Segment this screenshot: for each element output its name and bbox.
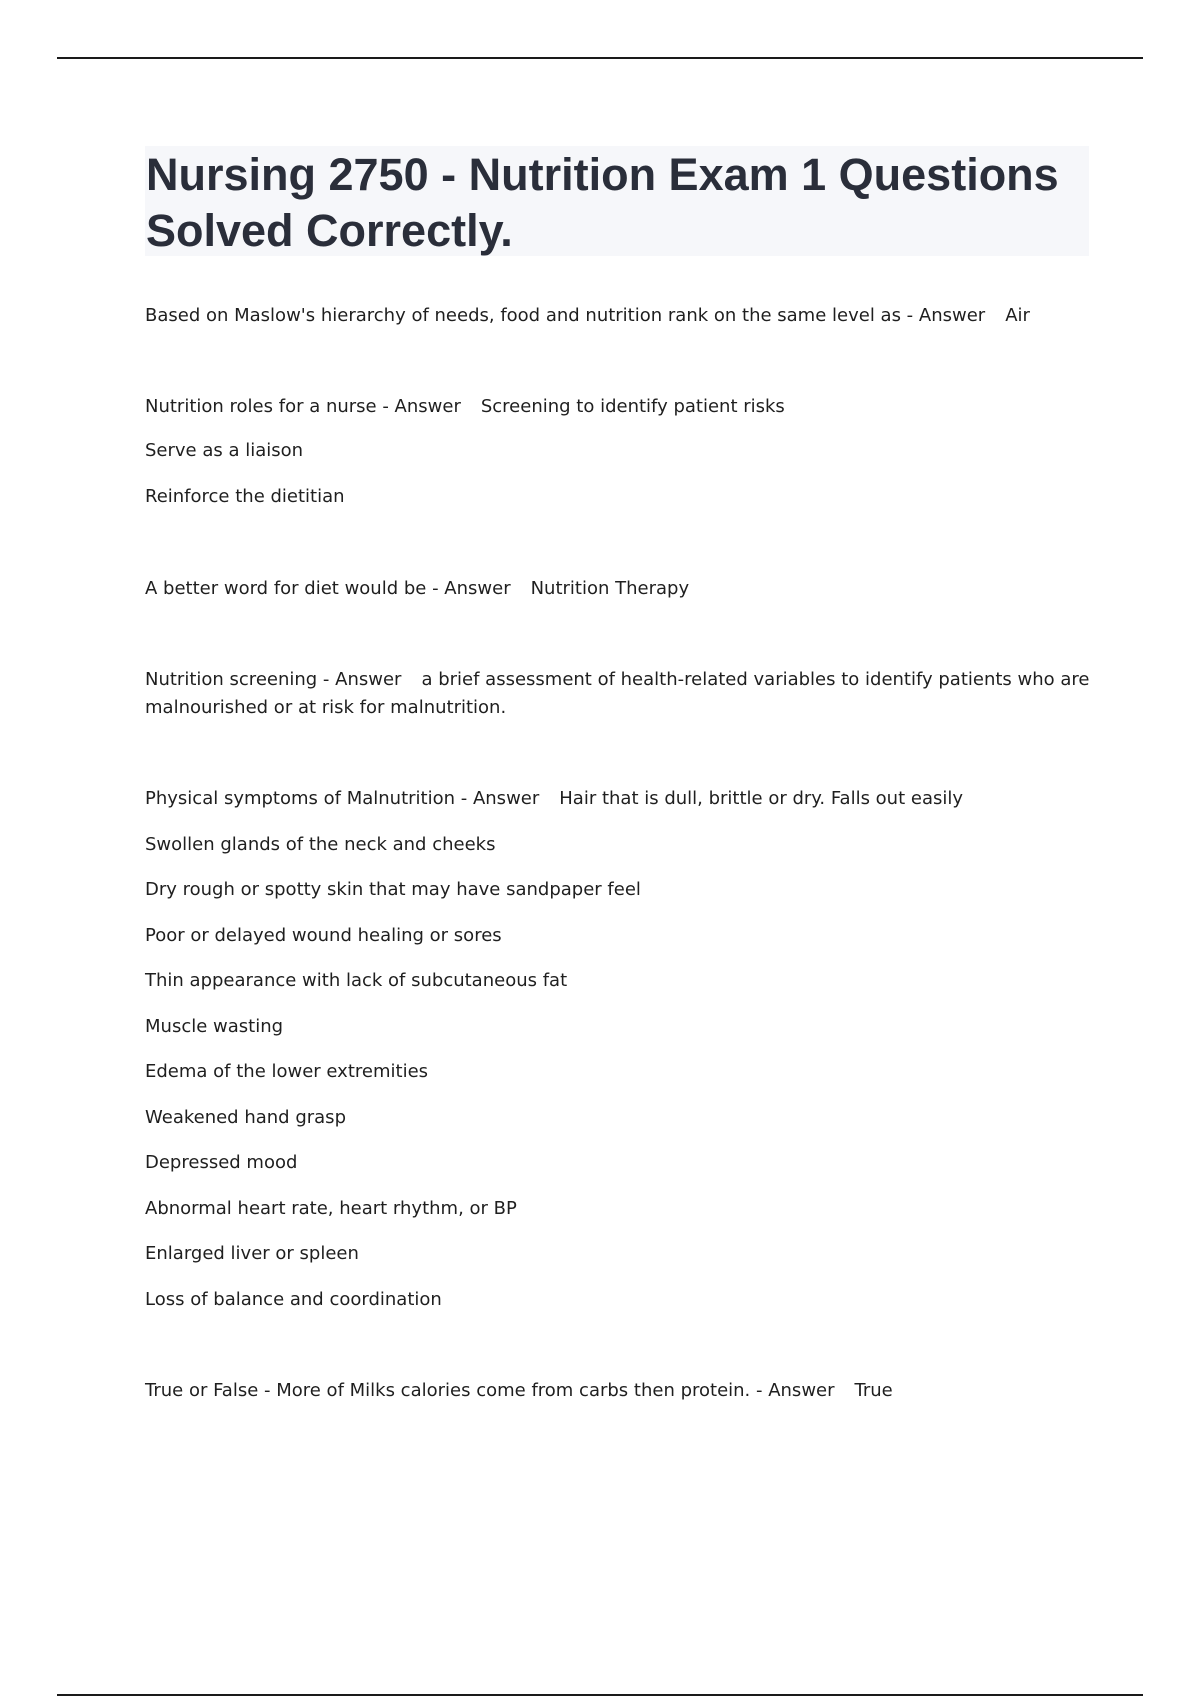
answer-continuation: Edema of the lower extremities (145, 1061, 429, 1082)
answer-text: Air (1005, 305, 1030, 326)
question-text: Physical symptoms of Malnutrition - Answer (145, 788, 540, 809)
answer-continuation: Weakened hand grasp (145, 1107, 346, 1128)
answer-text: Hair that is dull, brittle or dry. Falls out easily (559, 788, 964, 809)
question-text: Nutrition screening - Answer (145, 669, 402, 690)
answer-text: Screening to identify patient risks (480, 396, 785, 417)
qa-item-1 (145, 302, 1095, 330)
question-text: A better word for diet would be - Answer (145, 578, 511, 599)
answer-text: True (854, 1380, 893, 1401)
bottom-rule (57, 1694, 1143, 1696)
question-text: Based on Maslow's hierarchy of needs, food and nutrition rank on the same level as - Answer (145, 305, 986, 326)
answer-continuation: Dry rough or spotty skin that may have sandpaper feel (145, 879, 641, 900)
answer-continuation: Loss of balance and coordination (145, 1289, 442, 1310)
answer-text: a brief assessment of health-related variables to identify patients who are (421, 669, 1090, 690)
question-text: True or False - More of Milks calories come from carbs then protein. - Answer (145, 1380, 835, 1401)
answer-line-2: malnourished or at risk for malnutrition. (145, 697, 507, 718)
document-title: Nursing 2750 - Nutrition Exam 1 Questions Solved Correctly. (146, 149, 1059, 256)
answer-continuation: Reinforce the dietitian (145, 486, 345, 507)
qa-item-3 (145, 575, 1095, 603)
answer-continuation: Poor or delayed wound healing or sores (145, 925, 502, 946)
qa-item-5 (145, 785, 1095, 813)
top-rule (57, 57, 1143, 59)
answer-continuation: Thin appearance with lack of subcutaneous fat (145, 970, 568, 991)
answer-continuation: Enlarged liver or spleen (145, 1243, 359, 1264)
qa-item-4 (145, 666, 1095, 694)
qa-item-6 (145, 1377, 1095, 1405)
answer-continuation: Depressed mood (145, 1152, 298, 1173)
answer-continuation: Swollen glands of the neck and cheeks (145, 834, 496, 855)
question-text: Nutrition roles for a nurse - Answer (145, 396, 461, 417)
answer-continuation: Muscle wasting (145, 1016, 284, 1037)
qa-item-2 (145, 393, 1095, 421)
answer-text: Nutrition Therapy (530, 578, 690, 599)
answer-continuation: Serve as a liaison (145, 440, 304, 461)
answer-continuation: Abnormal heart rate, heart rhythm, or BP (145, 1198, 517, 1219)
